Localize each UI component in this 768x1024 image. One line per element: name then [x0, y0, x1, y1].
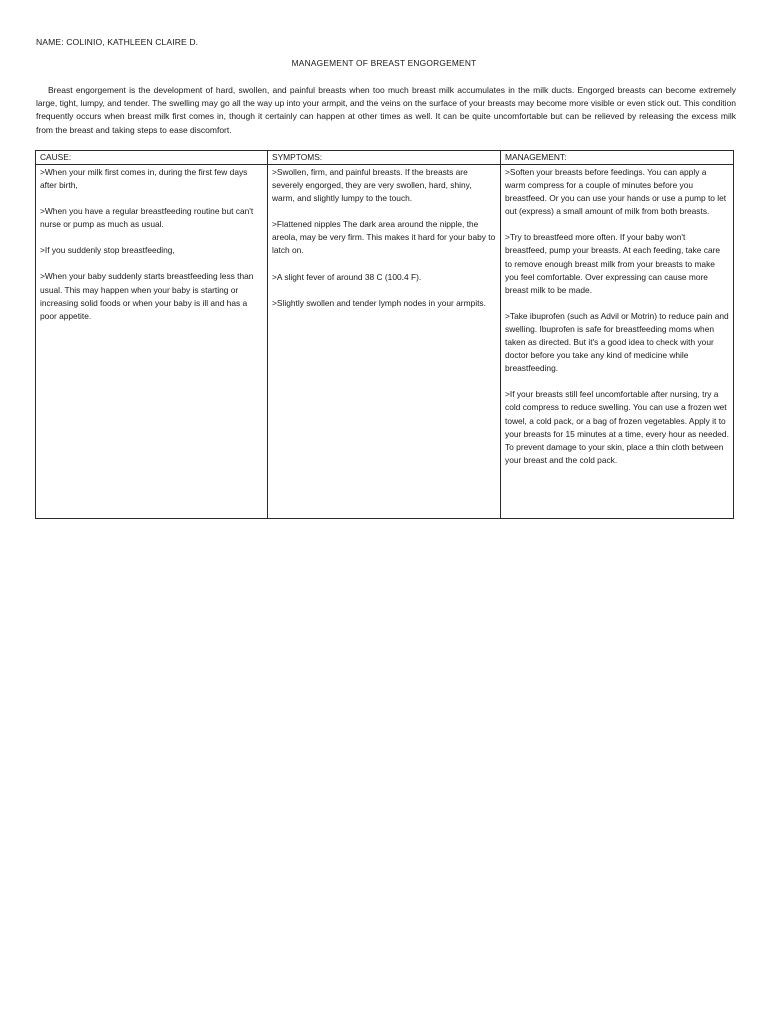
cause-item: >When your baby suddenly starts breastfeeding less than usual. This may happen when your baby is starting or increasing solid foods or when your baby is ill and has a poor appetite.: [40, 271, 254, 321]
management-item: >Try to breastfeed more often. If your baby won't breastfeed, pump your breasts. At each feeding, take care to remove enough breast milk from your breasts to make you feel comfortable. Over expressing can cause more breast milk to be made.: [505, 232, 721, 295]
cause-item: >When you have a regular breastfeeding routine but can't nurse or pump as much as usual.: [40, 206, 254, 230]
cause-cell: [36, 165, 268, 519]
header-management: MANAGEMENT:: [501, 151, 734, 165]
table-row: [36, 165, 734, 519]
management-item: >Soften your breasts before feedings. You can apply a warm compress for a couple of minutes before you breastfeed. Or you can use your hands or use a pump to let out (express) a small amount of milk from both breasts.: [505, 167, 727, 217]
management-cell: [501, 165, 734, 519]
engorgement-table: [35, 150, 734, 519]
management-item: >Take ibuprofen (such as Advil or Motrin) to reduce pain and swelling. Ibuprofen is safe for breastfeeding moms when taken as directed. But it's a good idea to check with your doctor before you take any kind of medicine while breastfeeding.: [505, 310, 729, 374]
cause-item: >If you suddenly stop breastfeeding,: [40, 245, 175, 256]
cause-item: >When your milk first comes in, during the first few days after birth,: [40, 167, 248, 191]
intro-paragraph: Breast engorgement is the development of hard, swollen, and painful breasts when too much breast milk accumulates in the milk ducts. Engorged breasts can become extremely large, tight, lumpy, and tender. The swelling may go all the way up into your armpit, and the veins on the surface of your breasts may become more visible or even stick out. This condition frequently occurs when breast milk first comes in, though it certainly can happen at other times as well. It can be quite uncomfortable but can be relieved by releasing the excess milk from the breast and taking steps to ease discomfort.: [36, 85, 736, 135]
symptom-item: >Slightly swollen and tender lymph nodes in your armpits.: [272, 297, 486, 308]
table-header-row: [36, 151, 734, 165]
symptoms-cell: [268, 165, 501, 519]
symptom-item: >A slight fever of around 38 C (100.4 F).: [272, 271, 422, 282]
student-name: NAME: COLINIO, KATHLEEN CLAIRE D.: [36, 37, 199, 47]
header-symptoms: SYMPTOMS:: [268, 151, 501, 165]
symptom-item: >Flattened nipples The dark area around the nipple, the areola, may be very firm. This makes it hard for your baby to latch on.: [272, 219, 496, 256]
header-cause: CAUSE:: [36, 151, 268, 165]
symptom-item: >Swollen, firm, and painful breasts. If the breasts are severely engorged, they are very swollen, hard, shiny, warm, and slightly lumpy to the touch.: [272, 167, 472, 204]
document-title: MANAGEMENT OF BREAST ENGORGEMENT: [291, 58, 477, 68]
management-item: >If your breasts still feel uncomfortable after nursing, try a cold compress to reduce swelling. You can use a frozen wet towel, a cold pack, or a bag of frozen vegetables. Apply it to your breasts for 15 minutes at a time, every hour as needed. To prevent damage to your skin, place a thin cloth between your breast and the cold pack.: [505, 389, 729, 465]
